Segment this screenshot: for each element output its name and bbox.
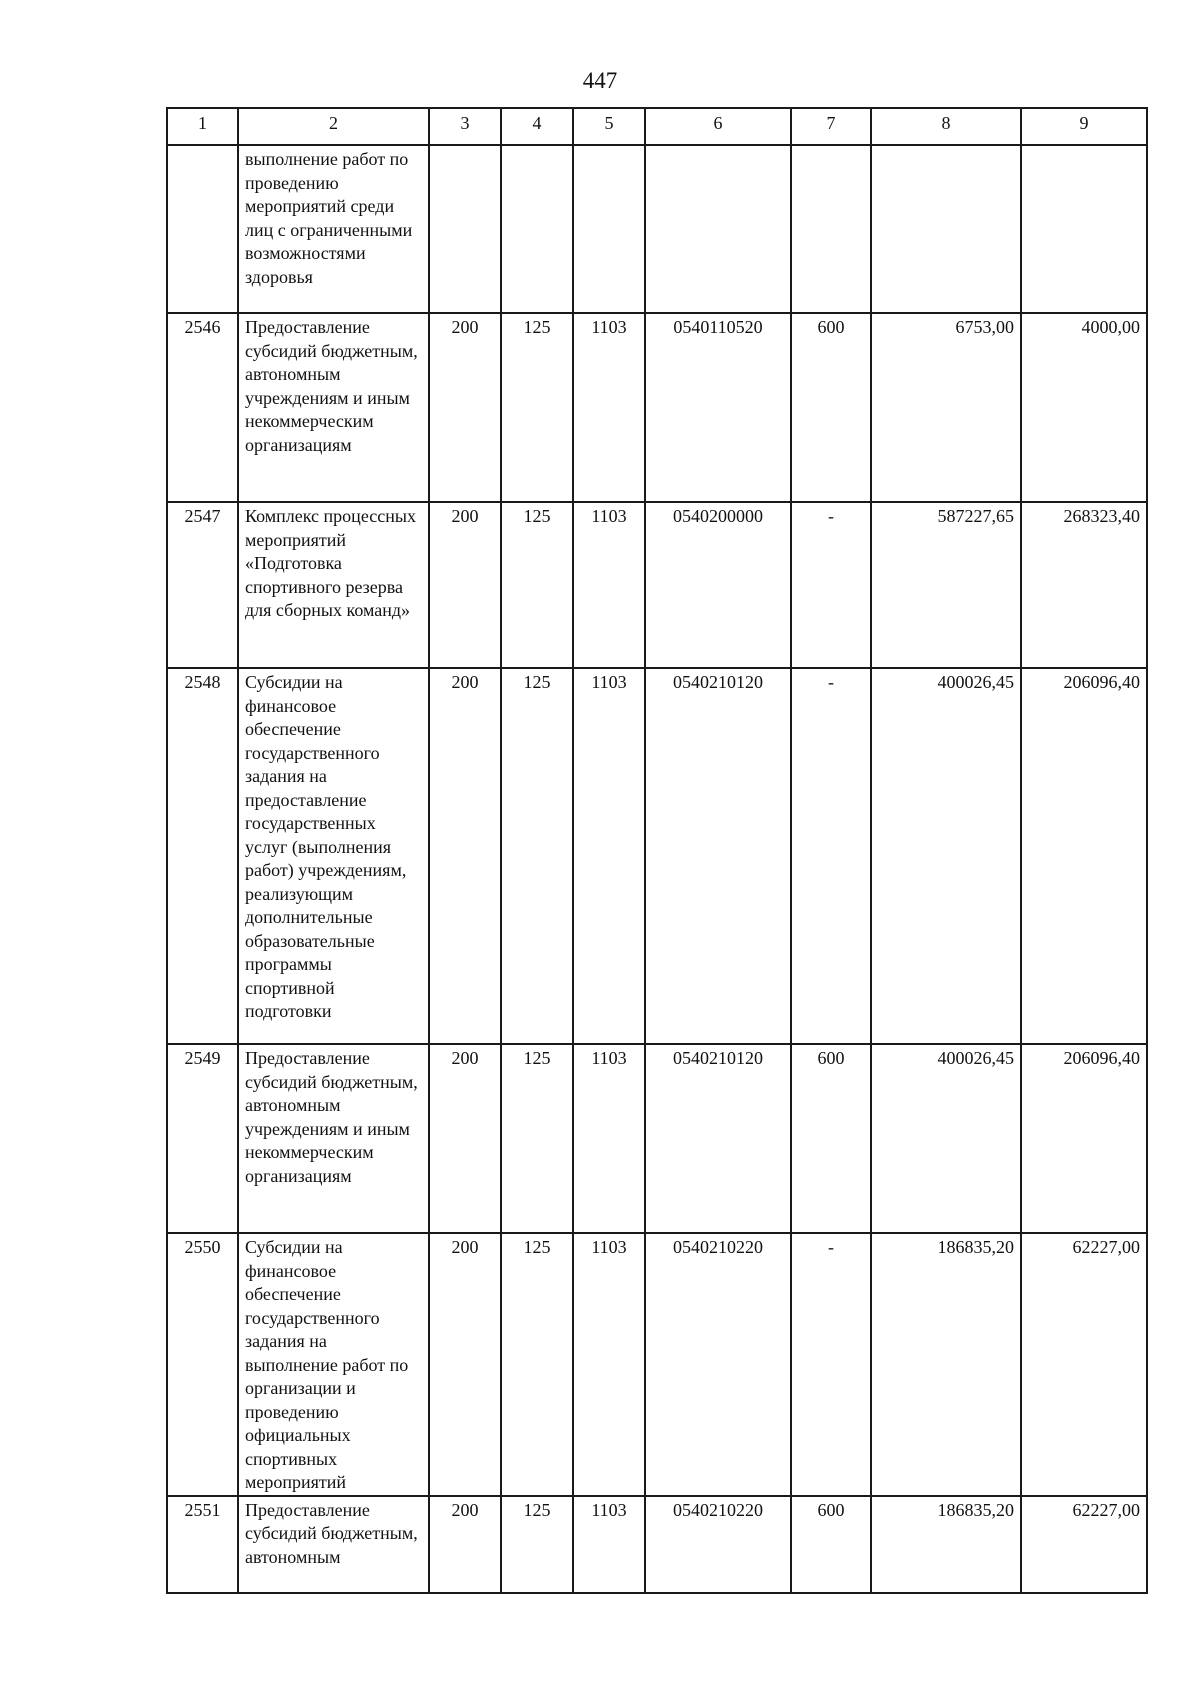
cell-col6: 0540210120 (645, 668, 791, 1044)
cell-col5: 1103 (573, 1044, 645, 1233)
cell-col6 (645, 145, 791, 313)
cell-col7 (791, 145, 871, 313)
column-header: 5 (573, 108, 645, 145)
cell-col4 (501, 145, 573, 313)
table-row (167, 1496, 1147, 1593)
cell-col7: - (791, 1233, 871, 1496)
cell-col6: 0540200000 (645, 502, 791, 668)
cell-col4: 125 (501, 1044, 573, 1233)
cell-col5 (573, 145, 645, 313)
header-row (167, 108, 1147, 145)
column-header: 8 (871, 108, 1021, 145)
row-number (167, 145, 238, 313)
table-row (167, 1233, 1147, 1496)
cell-col9: 206096,40 (1021, 668, 1147, 1044)
cell-col3: 200 (429, 1233, 501, 1496)
cell-col6: 0540210220 (645, 1496, 791, 1593)
cell-col4: 125 (501, 1496, 573, 1593)
table-row (167, 145, 1147, 313)
cell-col7: 600 (791, 313, 871, 502)
cell-col5: 1103 (573, 1233, 645, 1496)
cell-col6: 0540110520 (645, 313, 791, 502)
cell-col4: 125 (501, 668, 573, 1044)
cell-col8: 400026,45 (871, 668, 1021, 1044)
row-number: 2551 (167, 1496, 238, 1593)
row-number: 2550 (167, 1233, 238, 1496)
cell-col5: 1103 (573, 313, 645, 502)
row-description: Предоставление субсидий бюджетным, автономным (238, 1496, 429, 1593)
column-header: 4 (501, 108, 573, 145)
row-number: 2546 (167, 313, 238, 502)
column-header: 3 (429, 108, 501, 145)
cell-col5: 1103 (573, 668, 645, 1044)
column-header: 7 (791, 108, 871, 145)
column-header: 9 (1021, 108, 1147, 145)
cell-col4: 125 (501, 313, 573, 502)
column-header: 2 (238, 108, 429, 145)
cell-col4: 125 (501, 1233, 573, 1496)
row-description: Предоставление субсидий бюджетным, автономным учреждениям и иным некоммерческим организациям (238, 1044, 429, 1233)
cell-col8: 400026,45 (871, 1044, 1021, 1233)
cell-col7: 600 (791, 1044, 871, 1233)
cell-col8: 186835,20 (871, 1496, 1021, 1593)
cell-col3: 200 (429, 1496, 501, 1593)
cell-col7: - (791, 668, 871, 1044)
row-description: Субсидии на финансовое обеспечение государственного задания на выполнение работ по организации и проведению официальных спортивных мероприятий (238, 1233, 429, 1496)
table-row (167, 668, 1147, 1044)
cell-col9: 268323,40 (1021, 502, 1147, 668)
row-number: 2547 (167, 502, 238, 668)
cell-col3: 200 (429, 668, 501, 1044)
cell-col7: 600 (791, 1496, 871, 1593)
cell-col8: 587227,65 (871, 502, 1021, 668)
column-header: 1 (167, 108, 238, 145)
row-description: выполнение работ по проведению мероприятий среди лиц с ограниченными возможностями здоровья (238, 145, 429, 313)
row-description: Предоставление субсидий бюджетным, автономным учреждениям и иным некоммерческим организациям (238, 313, 429, 502)
cell-col9: 206096,40 (1021, 1044, 1147, 1233)
budget-table (166, 107, 1148, 1594)
cell-col5: 1103 (573, 502, 645, 668)
cell-col8: 186835,20 (871, 1233, 1021, 1496)
cell-col6: 0540210220 (645, 1233, 791, 1496)
cell-col3: 200 (429, 502, 501, 668)
cell-col9: 4000,00 (1021, 313, 1147, 502)
table-row (167, 313, 1147, 502)
column-header: 6 (645, 108, 791, 145)
table-row (167, 1044, 1147, 1233)
cell-col8: 6753,00 (871, 313, 1021, 502)
cell-col9 (1021, 145, 1147, 313)
cell-col8 (871, 145, 1021, 313)
cell-col6: 0540210120 (645, 1044, 791, 1233)
row-number: 2549 (167, 1044, 238, 1233)
cell-col3 (429, 145, 501, 313)
row-description: Комплекс процессных мероприятий «Подготовка спортивного резерва для сборных команд» (238, 502, 429, 668)
cell-col9: 62227,00 (1021, 1233, 1147, 1496)
cell-col9: 62227,00 (1021, 1496, 1147, 1593)
cell-col4: 125 (501, 502, 573, 668)
row-number: 2548 (167, 668, 238, 1044)
cell-col5: 1103 (573, 1496, 645, 1593)
cell-col3: 200 (429, 313, 501, 502)
cell-col7: - (791, 502, 871, 668)
row-description: Субсидии на финансовое обеспечение государственного задания на предоставление государственных услуг (выполнения работ) учреждениям, реализующим дополнительные образовательные программы спортивной подготовки (238, 668, 429, 1044)
page-number: 447 (582, 68, 618, 93)
cell-col3: 200 (429, 1044, 501, 1233)
table-row (167, 502, 1147, 668)
